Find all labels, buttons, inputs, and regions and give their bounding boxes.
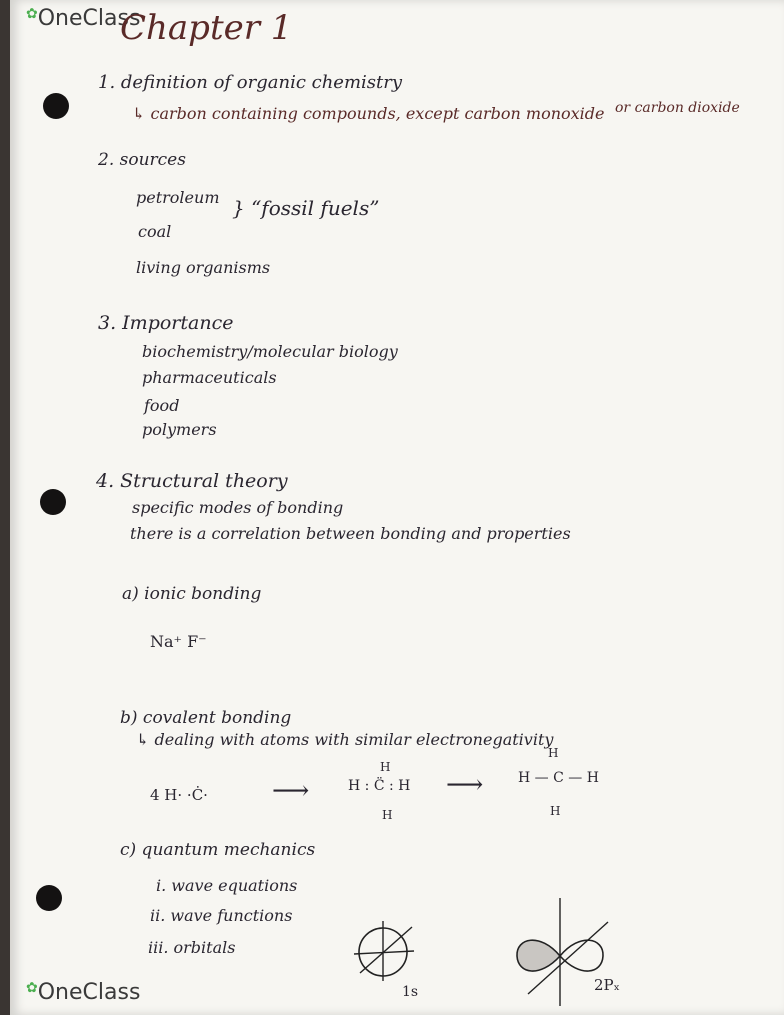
lewis-structure-top: H xyxy=(380,760,391,774)
leaf-icon: ✿ xyxy=(26,980,38,996)
source-petroleum: petroleum xyxy=(136,188,220,207)
structural-line: there is a correlation between bonding and properties xyxy=(130,524,571,543)
binder-hole xyxy=(43,93,69,119)
leaf-icon: ✿ xyxy=(26,6,38,22)
source-living-organisms: living organisms xyxy=(136,258,271,277)
quantum-item: ii. wave functions xyxy=(150,906,293,925)
notebook-page xyxy=(10,0,784,1015)
section3-heading: 3. Importance xyxy=(98,312,234,334)
section1-definition-end: or carbon dioxide xyxy=(615,100,740,116)
ionic-heading: a) ionic bonding xyxy=(122,584,262,604)
structural-formula-bottom: H xyxy=(550,804,561,818)
bottom-logo-text: OneClass xyxy=(37,980,141,1005)
section1-definition: ↳ carbon containing compounds, except carbon monoxide xyxy=(132,104,605,123)
top-logo-text: OneClass xyxy=(37,6,141,31)
quantum-item: iii. orbitals xyxy=(148,938,236,957)
reactants: 4 H· ·Ċ· xyxy=(150,786,208,804)
page-title: Chapter 1 xyxy=(120,8,293,48)
importance-item: polymers xyxy=(142,420,217,439)
fossil-fuels-label: } “fossil fuels” xyxy=(232,196,380,220)
reaction-arrow: ⟶ xyxy=(272,776,310,806)
binder-hole xyxy=(40,489,66,515)
importance-item: food xyxy=(144,396,180,415)
section4-heading: 4. Structural theory xyxy=(96,470,288,492)
importance-item: pharmaceuticals xyxy=(142,368,277,387)
structural-line: specific modes of bonding xyxy=(132,498,344,517)
lewis-structure-middle: H : C̈ : H xyxy=(348,778,411,794)
bottom-logo xyxy=(26,980,140,1005)
importance-item: biochemistry/molecular biology xyxy=(142,342,398,361)
reaction-arrow: ⟶ xyxy=(446,770,484,800)
quantum-item: i. wave equations xyxy=(156,876,298,895)
orbital-1s-sketch xyxy=(350,915,420,985)
orbital-1s-label: 1s xyxy=(402,984,419,1000)
section1-heading: 1. definition of organic chemistry xyxy=(98,72,403,93)
ionic-ions: Na⁺ F⁻ xyxy=(150,632,207,651)
quantum-heading: c) quantum mechanics xyxy=(120,840,316,860)
orbital-2px-label: 2Pₓ xyxy=(594,976,620,994)
section2-heading: 2. sources xyxy=(98,150,186,170)
lewis-structure-bottom: H xyxy=(382,808,393,822)
binder-hole xyxy=(36,885,62,911)
source-coal: coal xyxy=(138,222,172,241)
structural-formula-top: H xyxy=(548,746,559,760)
covalent-heading: b) covalent bonding xyxy=(120,708,292,728)
structural-formula-middle: H — C — H xyxy=(518,770,599,786)
covalent-note: ↳ dealing with atoms with similar electronegativity xyxy=(136,730,554,749)
